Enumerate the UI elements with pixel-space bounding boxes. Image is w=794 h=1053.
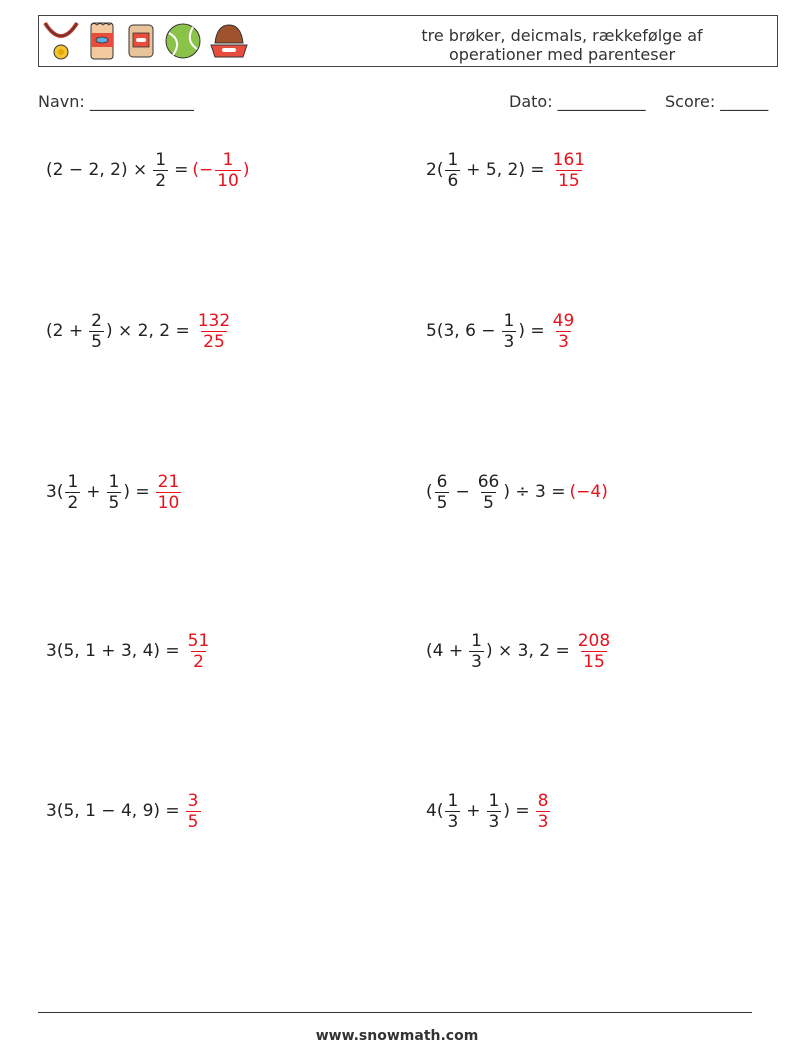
expr-text: ) × 2, 2 =	[105, 321, 190, 341]
fraction: $\frac{1}{3}$	[447, 790, 459, 832]
tennis-ball-icon	[163, 19, 203, 63]
header-icons	[41, 18, 251, 64]
fraction: $\frac{1}{6}$	[447, 149, 459, 191]
worksheet-title	[397, 26, 727, 64]
expr-text: ) ÷ 3 =	[503, 482, 566, 502]
fraction: $\frac{2}{5}$	[91, 310, 102, 352]
answer: (− $\frac{1}{10}$ )	[192, 149, 250, 191]
fraction: $\frac{6}{5}$	[436, 471, 448, 513]
problem-2	[426, 145, 589, 195]
expr-text: 4(	[426, 801, 444, 821]
fish-food-bag-icon	[85, 19, 119, 63]
answer: $\frac{208}{15}$	[577, 630, 611, 672]
date-field-label: Dato: ___________	[509, 92, 646, 111]
problem-4	[426, 306, 578, 356]
worksheet-header	[38, 15, 778, 67]
dog-bowl-icon	[207, 19, 251, 63]
fraction: $\frac{1}{5}$	[108, 471, 120, 513]
problem-1	[46, 145, 249, 195]
fraction: $\frac{1}{3}$	[471, 630, 482, 672]
expr-text: 3(5, 1 − 4, 9) =	[46, 801, 180, 821]
problem-7	[46, 626, 213, 676]
expr-text: + 5, 2) =	[466, 160, 545, 180]
fraction: $\frac{1}{2}$	[155, 149, 167, 191]
footer-divider	[38, 1012, 752, 1013]
expr-text: (2 +	[46, 321, 84, 341]
medal-icon	[41, 19, 81, 63]
expr-text: (4 +	[426, 641, 464, 661]
answer: $\frac{8}{3}$	[537, 790, 549, 832]
title-line-1: tre brøker, deicmals, rækkefølge af	[421, 26, 703, 45]
expr-text: (2 − 2, 2) ×	[46, 160, 148, 180]
expr-text: 2(	[426, 160, 444, 180]
answer: $\frac{21}{10}$	[157, 471, 180, 513]
expr-text: 5(3, 6 −	[426, 321, 496, 341]
bone-package-icon	[123, 19, 159, 63]
problem-3	[46, 306, 234, 356]
expr-text: ) =	[518, 321, 545, 341]
answer: $\frac{161}{15}$	[552, 149, 586, 191]
plus-sign: +	[86, 482, 101, 502]
plus-sign: +	[466, 801, 481, 821]
problem-10	[426, 786, 552, 836]
expr-text: ) =	[503, 801, 530, 821]
fraction: $\frac{1}{3}$	[488, 790, 500, 832]
expr-text: ) =	[123, 482, 150, 502]
problem-5	[46, 467, 183, 517]
score-field-label: Score: ______	[665, 92, 769, 111]
minus-sign: −	[455, 482, 470, 502]
answer: $\frac{51}{2}$	[187, 630, 210, 672]
equals-sign: =	[174, 160, 189, 180]
fraction: $\frac{66}{5}$	[477, 471, 500, 513]
problem-6	[426, 467, 608, 517]
name-field-label: Navn: _____________	[38, 92, 194, 111]
expr-text: 3(5, 1 + 3, 4) =	[46, 641, 180, 661]
answer: $\frac{132}{25}$	[197, 310, 231, 352]
footer-site-link[interactable]: www.snowmath.com	[315, 1028, 479, 1044]
fraction: $\frac{1}{3}$	[503, 310, 515, 352]
answer: (−4)	[569, 482, 608, 502]
expr-text: 3(	[46, 482, 64, 502]
answer: $\frac{49}{3}$	[552, 310, 575, 352]
title-line-2: operationer med parenteser	[448, 45, 676, 64]
problem-9	[46, 786, 203, 836]
fraction: $\frac{1}{2}$	[67, 471, 79, 513]
problem-8	[426, 626, 614, 676]
expr-text: (	[426, 482, 433, 502]
expr-text: ) × 3, 2 =	[485, 641, 570, 661]
answer: $\frac{3}{5}$	[187, 790, 199, 832]
